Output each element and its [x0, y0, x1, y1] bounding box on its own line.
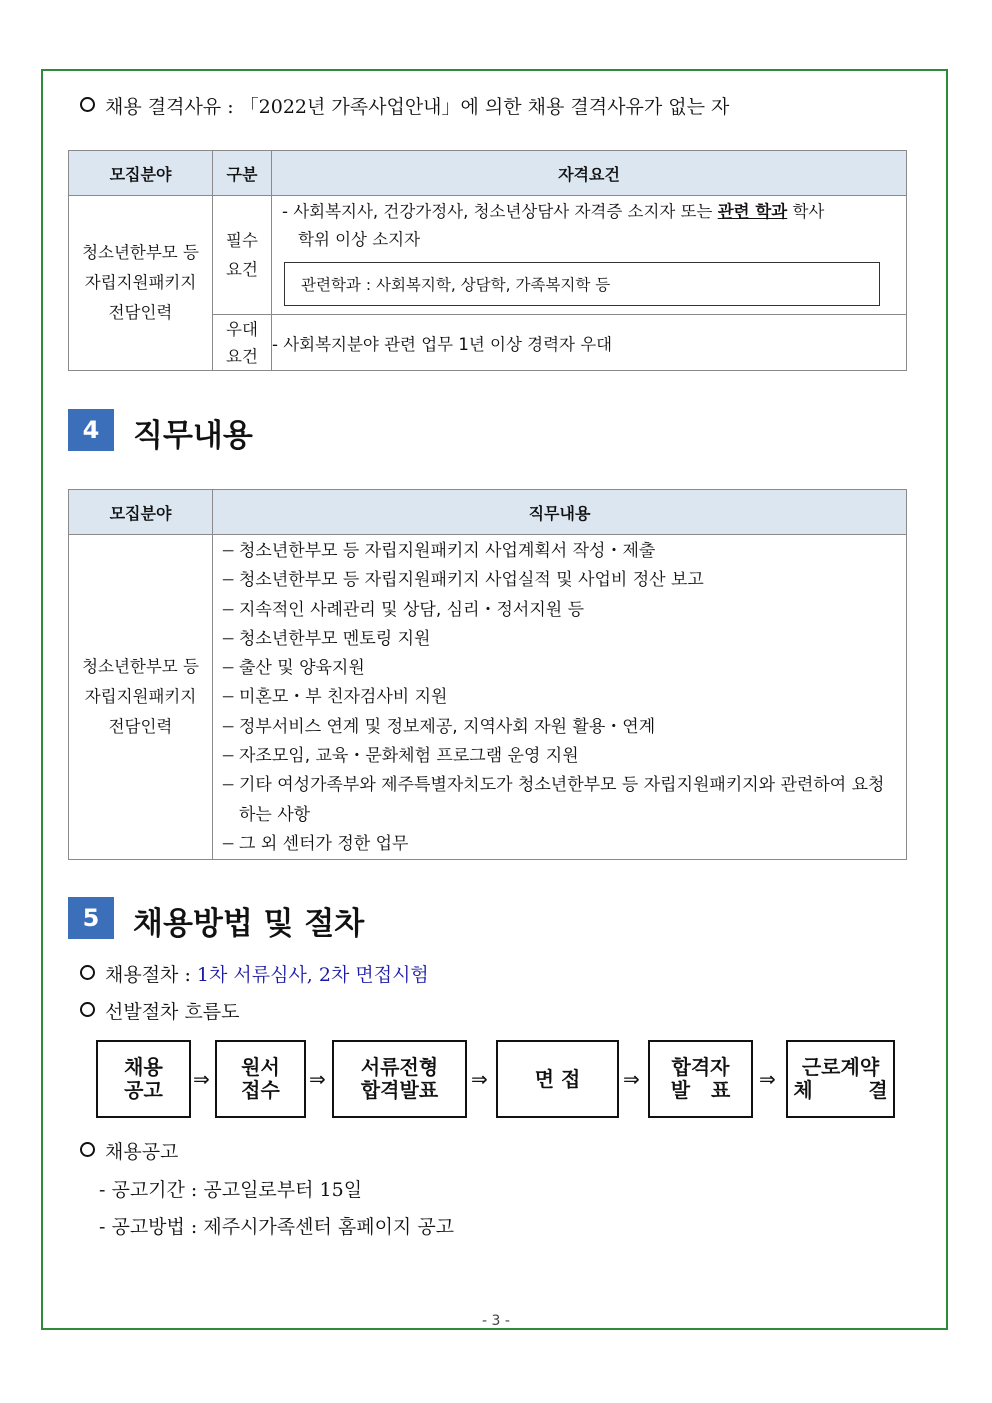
- duty-item: [213, 713, 900, 742]
- duty-field-cell: [69, 535, 213, 860]
- dash-icon: −: [221, 716, 236, 737]
- duty-item-text: 기타 여성가족부와 제주특별자치도가 청소년한부모 등 자립지원패키지와 관련하여 요청하는 사항: [239, 775, 885, 825]
- section-number-badge: 4: [68, 409, 114, 451]
- duty-item: [213, 596, 900, 625]
- dash-icon: −: [221, 541, 236, 561]
- duty-table: [68, 489, 907, 860]
- flow-step-document-screening: [332, 1040, 467, 1118]
- procedure-value: 1차 서류심사, 2차 면접시험: [196, 964, 429, 986]
- section-number-badge: 5: [68, 897, 114, 939]
- field-line: 전담인력: [108, 303, 173, 322]
- flow-step-text: 합격발표: [360, 1078, 439, 1102]
- notice-method: - 공고방법 : 제주시가족센터 홈페이지 공고: [99, 1216, 455, 1238]
- required-text-part: 학사: [787, 202, 825, 221]
- flow-step-application: [215, 1040, 306, 1118]
- flow-step-interview: [496, 1040, 619, 1118]
- required-text-continued: 학위 이상 소지자: [298, 230, 421, 249]
- header-requirements: 자격요건: [272, 151, 907, 196]
- dash-icon: −: [221, 628, 236, 649]
- required-label: 요건: [226, 260, 258, 279]
- flow-step-text: 접수: [241, 1078, 280, 1102]
- arrow-right-icon: ⇒: [471, 1067, 488, 1091]
- flow-step-text: 체 결: [793, 1078, 888, 1102]
- duty-item-text: 자조모임, 교육・문화체험 프로그램 운영 지원: [239, 746, 579, 767]
- field-line: 자립지원패키지: [84, 687, 197, 707]
- required-bold-text: 관련 학과: [717, 202, 788, 221]
- field-line: 청소년한부모 등: [82, 657, 199, 677]
- circle-bullet-icon: [80, 97, 95, 112]
- preferred-text: - 사회복지분야 관련 업무 1년 이상 경력자 우대: [272, 315, 907, 371]
- required-row: [69, 196, 907, 315]
- related-majors-box: 관련학과 : 사회복지학, 상담학, 가족복지학 등: [284, 262, 880, 306]
- field-line: 청소년한부모 등: [82, 243, 199, 262]
- flow-step-contract: [786, 1040, 895, 1118]
- header-field: 모집분야: [69, 151, 213, 196]
- flow-step-text: 합격자: [671, 1055, 730, 1079]
- flow-step-text: 공고: [124, 1078, 163, 1102]
- required-text: [272, 198, 906, 226]
- required-text-part: - 사회복지사, 건강가정사, 청소년상담사 자격증 소지자 또는: [282, 202, 718, 221]
- page-number: - 3 -: [482, 1313, 510, 1329]
- procedure-label: 채용절차 :: [105, 964, 191, 986]
- dash-icon: −: [221, 833, 236, 854]
- field-line: 전담인력: [108, 717, 173, 737]
- dash-icon: −: [221, 775, 236, 796]
- dash-icon: −: [221, 658, 236, 679]
- duty-item: [213, 625, 900, 654]
- duty-row: [69, 535, 907, 860]
- flow-step-text: 원서: [241, 1055, 280, 1079]
- notice-line: [80, 1137, 178, 1164]
- circle-bullet-icon: [80, 1002, 95, 1017]
- notice-label: 채용공고: [105, 1141, 179, 1163]
- flow-step-text: 근로계약: [801, 1055, 880, 1079]
- flow-label-line: [80, 997, 240, 1024]
- duty-item: [213, 771, 900, 830]
- header-field: 모집분야: [69, 490, 213, 535]
- preferred-label: 요건: [226, 346, 258, 366]
- flow-step-text: 발 표: [670, 1078, 731, 1102]
- duty-header-row: [69, 490, 907, 535]
- duty-item: [213, 742, 900, 771]
- duty-list: [213, 535, 906, 859]
- duty-item-text: 지속적인 사례관리 및 상담, 심리・정서지원 등: [239, 599, 585, 620]
- flow-step-text: 채용: [124, 1055, 163, 1079]
- flow-label: 선발절차 흐름도: [105, 1001, 240, 1023]
- required-label-cell: [213, 196, 272, 315]
- dash-icon: −: [221, 687, 236, 708]
- preferred-label-cell: [213, 315, 272, 371]
- arrow-right-icon: ⇒: [623, 1067, 640, 1091]
- procedure-line: [80, 960, 429, 987]
- duty-item-text: 정부서비스 연계 및 정보제공, 지역사회 자원 활용・연계: [239, 716, 656, 737]
- section-title: 채용방법 및 절차: [133, 906, 365, 942]
- disqualification-text: 「2022년 가족사업안내」에 의한 채용 결격사유가 없는 자: [239, 96, 730, 118]
- duty-item: [213, 654, 900, 683]
- flow-step-result: [648, 1040, 753, 1118]
- circle-bullet-icon: [80, 1142, 95, 1157]
- arrow-right-icon: ⇒: [759, 1067, 776, 1091]
- required-label: 필수: [226, 231, 258, 250]
- arrow-right-icon: ⇒: [193, 1067, 210, 1091]
- duty-item: [213, 683, 900, 712]
- duty-item-text: 미혼모・부 친자검사비 지원: [239, 687, 448, 708]
- disqualification-line: [80, 92, 729, 119]
- flow-step-posting: [96, 1040, 191, 1118]
- dash-icon: −: [221, 570, 236, 591]
- duty-item-text: 청소년한부모 등 자립지원패키지 사업실적 및 사업비 정산 보고: [239, 570, 704, 591]
- notice-period: - 공고기간 : 공고일로부터 15일: [99, 1179, 363, 1201]
- duty-item-text: 청소년한부모 등 자립지원패키지 사업계획서 작성・제출: [239, 541, 656, 561]
- duty-item-text: 그 외 센터가 정한 업무: [239, 833, 409, 854]
- field-line: 자립지원패키지: [84, 273, 197, 292]
- qualification-header-row: [69, 151, 907, 196]
- header-duties: 직무내용: [213, 490, 907, 535]
- dash-icon: −: [221, 599, 236, 620]
- duty-item: [213, 537, 900, 566]
- qualification-table: [68, 150, 907, 371]
- dash-icon: −: [221, 746, 236, 767]
- flow-step-text: 서류전형: [360, 1055, 439, 1079]
- flow-step-text: 면 접: [534, 1066, 581, 1091]
- preferred-label: 우대: [226, 319, 258, 339]
- duty-item: [213, 830, 900, 859]
- duty-item-text: 출산 및 양육지원: [239, 658, 365, 679]
- required-text-cell: [272, 196, 907, 315]
- duty-item-text: 청소년한부모 멘토링 지원: [239, 628, 431, 649]
- arrow-right-icon: ⇒: [309, 1067, 326, 1091]
- qualification-field-cell: [69, 196, 213, 371]
- disqualification-label: 채용 결격사유 :: [105, 96, 234, 118]
- header-type: 구분: [213, 151, 272, 196]
- circle-bullet-icon: [80, 965, 95, 980]
- duty-list-cell: [213, 535, 907, 860]
- duty-item: [213, 566, 900, 595]
- section-title: 직무내용: [133, 418, 253, 454]
